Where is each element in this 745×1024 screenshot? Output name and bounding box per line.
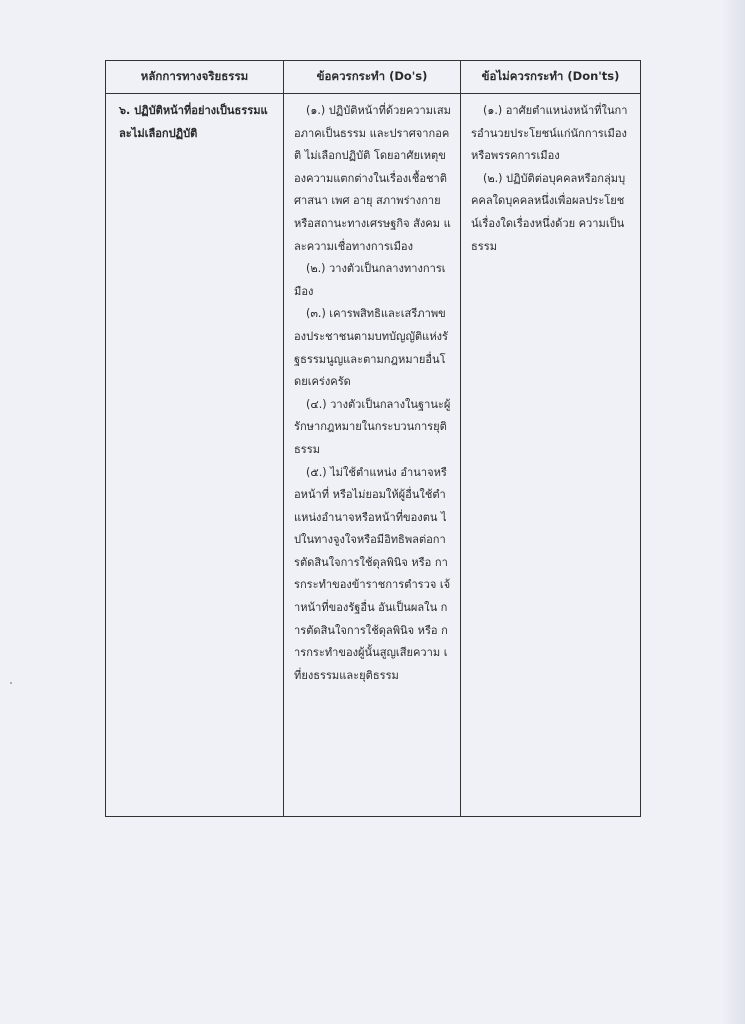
dos-item-4: (๔.) วางตัวเป็นกลางในฐานะผู้รักษากฎหมายในกระบวนการยุติธรรม xyxy=(294,397,451,456)
ethics-table xyxy=(105,60,641,817)
header-principle: หลักการทางจริยธรรม xyxy=(106,61,284,94)
header-dos: ข้อควรกระทำ (Do's) xyxy=(284,61,461,94)
header-donts: ข้อไม่ควรกระทำ (Don'ts) xyxy=(461,61,641,94)
donts-list xyxy=(461,94,640,258)
dos-list xyxy=(284,94,460,687)
dos-cell xyxy=(284,94,461,817)
dos-item-5: (๕.) ไม่ใช้ตำแหน่ง อำนาจหรือหน้าที่ หรือไม่ยอมให้ผู้อื่นใช้ตำแหน่งอำนาจหรือหน้าที่ของตน ไปในทางจูงใจหรือมีอิทธิพลต่อการตัดสินใจการใช้ดุลพินิจ หรือ การกระทำของข้าราชการตำรวจ เจ้าหน้าที่ของรัฐอื่น อันเป็นผลใน การตัดสินใจการใช้ดุลพินิจ หรือ การกระทำของผู้นั้นสูญเสียความ เที่ยงธรรมและยุติธรรม xyxy=(294,465,451,682)
donts-item-1: (๑.) อาศัยตำแหน่งหน้าที่ในการอำนวยประโยชน์แก่นักการเมืองหรือพรรคการเมือง xyxy=(471,104,628,163)
dos-item-2: (๒.) วางตัวเป็นกลางทางการเมือง xyxy=(294,262,446,298)
table-header-row xyxy=(106,61,641,94)
scan-speck xyxy=(10,682,12,684)
table-row xyxy=(106,94,641,817)
dos-item-3: (๓.) เคารพสิทธิและเสรีภาพของประชาชนตามบทบัญญัติแห่งรัฐธรรมนูญและตามกฎหมายอื่นโดยเคร่งครัด xyxy=(294,307,449,389)
scan-page-edge xyxy=(723,0,745,1024)
principle-cell xyxy=(106,94,284,817)
donts-cell xyxy=(461,94,641,817)
donts-item-2: (๒.) ปฏิบัติต่อบุคคลหรือกลุ่มบุคคลใดบุคคลหนึ่งเพื่อผลประโยชน์เรื่องใดเรื่องหนึ่งด้วย ความเป็นธรรม xyxy=(471,171,626,253)
dos-item-1: (๑.) ปฏิบัติหน้าที่ด้วยความเสมอภาคเป็นธรรม และปราศจากอคติ ไม่เลือกปฏิบัติ โดยอาศัยเหตุของความแตกต่างในเรื่องเชื้อชาติ ศาสนา เพศ อายุ สภาพร่างกาย หรือสถานะทางเศรษฐกิจ สังคม และความเชื่อทางการเมือง xyxy=(294,104,451,253)
principle-text: ๖. ปฏิบัติหน้าที่อย่างเป็นธรรมและไม่เลือกปฏิบัติ xyxy=(119,104,268,140)
